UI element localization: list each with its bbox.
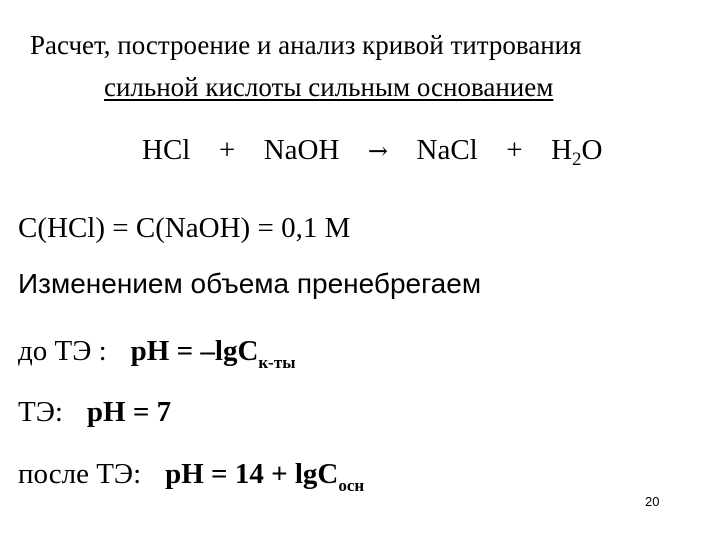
case-equivalence bbox=[18, 396, 171, 429]
case-label: ТЭ: bbox=[18, 396, 63, 428]
reactant-naoh: NaOH bbox=[263, 134, 340, 166]
plus-sign: + bbox=[218, 134, 236, 166]
water-tail: O bbox=[581, 134, 603, 166]
reactant-hcl: HCl bbox=[142, 134, 191, 166]
concentration-statement: C(HCl) = C(NaOH) = 0,1 M bbox=[18, 212, 351, 244]
reaction-arrow-icon: → bbox=[367, 137, 389, 165]
formula-subscript: к-ты bbox=[258, 353, 296, 372]
product-nacl: NaCl bbox=[416, 134, 478, 166]
case-after-equivalence bbox=[18, 458, 365, 495]
product-water bbox=[551, 134, 603, 170]
case-before-equivalence bbox=[18, 335, 296, 372]
ph-formula: pH = 14 + lgC$_{осн}$ bbox=[165, 458, 365, 495]
slide-subtitle: сильной кислоты сильным основанием bbox=[104, 72, 554, 102]
water-base: H bbox=[551, 134, 573, 166]
case-label: после ТЭ: bbox=[18, 458, 142, 490]
reaction-equation bbox=[142, 134, 603, 170]
case-label: до ТЭ : bbox=[18, 335, 107, 367]
page-number: 20 bbox=[645, 494, 660, 509]
ph-formula: pH = 7 bbox=[86, 396, 172, 428]
volume-note: Изменением объема пренебрегаем bbox=[18, 268, 482, 299]
plus-sign: + bbox=[506, 134, 523, 166]
slide-title: Расчет, построение и анализ кривой титрования bbox=[30, 30, 582, 60]
formula-subscript: осн bbox=[338, 476, 365, 495]
water-subscript: 2 bbox=[572, 149, 582, 170]
ph-formula: pH = –lgC$_{к-ты}$ bbox=[130, 335, 296, 372]
